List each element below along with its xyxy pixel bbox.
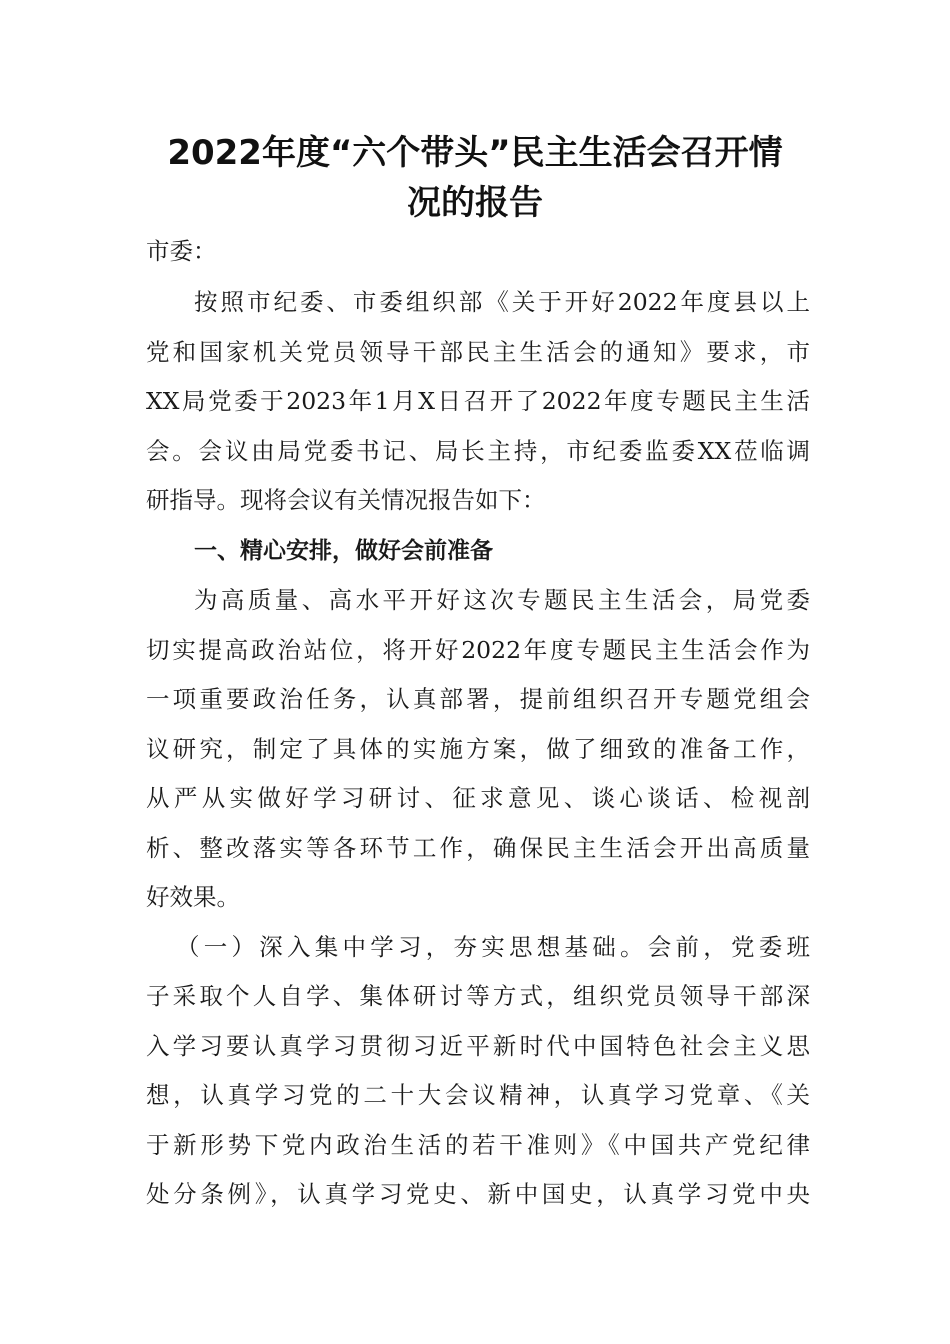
- paragraph-line: 会。会议由局党委书记、局长主持，市纪委监委XX莅临调: [146, 437, 810, 465]
- document-title-line-1: 2022年度“六个带头”民主生活会召开情: [167, 133, 783, 173]
- paragraph-line: XX局党委于2023年1月X日召开了2022年度专题民主生活: [146, 387, 810, 415]
- salutation: 市委：: [146, 237, 217, 265]
- document-title-line-2: 况的报告: [407, 183, 543, 223]
- paragraph-line: （一）深入集中学习，夯实思想基础。会前，党委班: [176, 933, 810, 961]
- paragraph-line: 从严从实做好学习研讨、征求意见、谈心谈话、检视剖: [146, 784, 810, 812]
- paragraph-line: 析、整改落实等各环节工作，确保民主生活会开出高质量: [146, 834, 810, 862]
- paragraph-line: 议研究，制定了具体的实施方案，做了细致的准备工作，: [146, 735, 810, 763]
- paragraph-line: 切实提高政治站位，将开好2022年度专题民主生活会作为: [146, 636, 810, 664]
- paragraph-line: 子采取个人自学、集体研讨等方式，组织党员领导干部深: [146, 982, 810, 1010]
- paragraph-line: 研指导。现将会议有关情况报告如下：: [146, 486, 546, 514]
- paragraph-line: 处分条例》，认真学习党史、新中国史，认真学习党中央: [146, 1180, 810, 1208]
- paragraph-line: 入学习要认真学习贯彻习近平新时代中国特色社会主义思: [146, 1032, 810, 1060]
- paragraph-line: 想，认真学习党的二十大会议精神，认真学习党章、《关: [146, 1081, 810, 1109]
- paragraph-line: 为高质量、高水平开好这次专题民主生活会，局党委: [194, 586, 810, 614]
- paragraph-line: 党和国家机关党员领导干部民主生活会的通知》要求，市: [146, 338, 810, 366]
- paragraph-line: 好效果。: [146, 883, 240, 911]
- section-heading: 一、精心安排，做好会前准备: [194, 538, 493, 564]
- paragraph-line: 于新形势下党内政治生活的若干准则》《中国共产党纪律: [146, 1131, 810, 1159]
- paragraph-line: 按照市纪委、市委组织部《关于开好2022年度县以上: [194, 288, 810, 316]
- paragraph-line: 一项重要政治任务，认真部署，提前组织召开专题党组会: [146, 685, 810, 713]
